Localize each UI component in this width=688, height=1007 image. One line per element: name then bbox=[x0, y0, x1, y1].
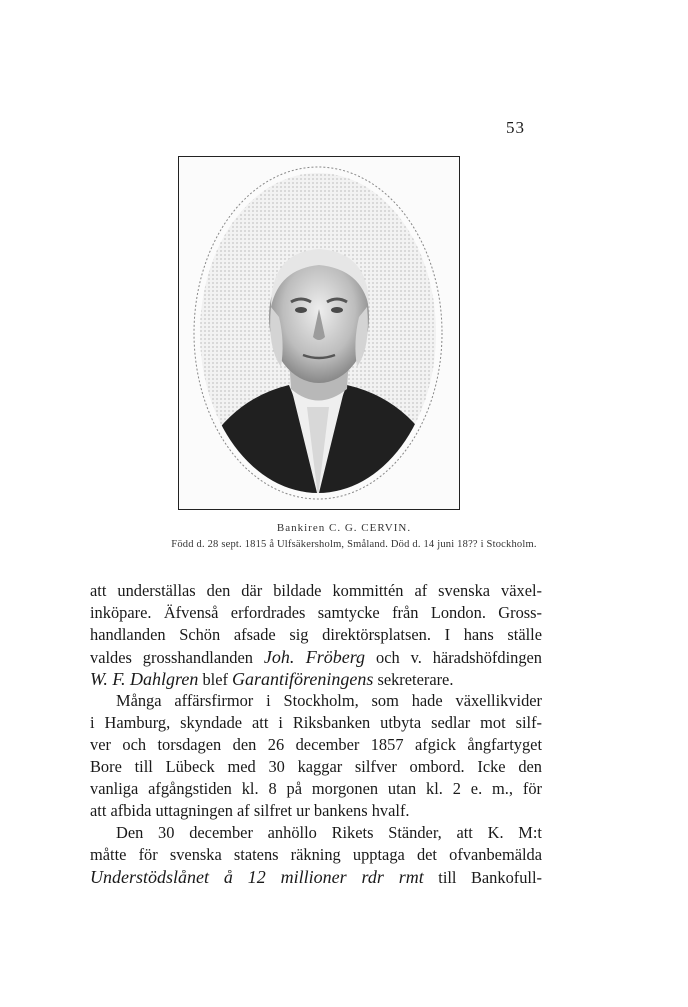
text-line bbox=[90, 800, 542, 822]
text-line bbox=[90, 602, 542, 624]
text-run: i Hamburg, skyndade att i Riksbanken utbyta sedlar mot silf- bbox=[90, 713, 542, 732]
text-run: sekreterare. bbox=[373, 670, 454, 689]
text-run: vanliga afgångstiden kl. 8 på morgonen utan kl. 2 e. m., för bbox=[90, 779, 542, 798]
portrait-frame bbox=[178, 156, 460, 510]
emphasized-text: W. F. Dahlgren bbox=[90, 669, 199, 689]
text-line bbox=[90, 866, 542, 888]
text-line bbox=[90, 624, 542, 646]
text-run: handlanden Schön afsade sig direktörsplatsen. I hans ställe bbox=[90, 625, 542, 644]
portrait-image bbox=[179, 157, 458, 508]
emphasized-text: Joh. Fröberg bbox=[263, 647, 366, 667]
text-run: inköpare. Äfvenså erfordrades samtycke från London. Gross- bbox=[90, 603, 542, 622]
text-line bbox=[90, 734, 542, 756]
text-line bbox=[90, 580, 542, 602]
text-line bbox=[90, 756, 542, 778]
text-line bbox=[90, 778, 542, 800]
portrait-caption-subtitle: Född d. 28 sept. 1815 å Ulfsäkersholm, Småland. Död d. 14 juni 18?? i Stockholm. bbox=[171, 539, 537, 550]
text-run: valdes grosshandlanden bbox=[90, 648, 264, 667]
text-line bbox=[90, 712, 542, 734]
text-line bbox=[90, 690, 542, 712]
text-line bbox=[90, 844, 542, 866]
text-run: blef bbox=[198, 670, 233, 689]
text-line bbox=[90, 646, 542, 668]
text-run: måtte för svenska statens räkning upptaga det ofvanbemälda bbox=[90, 845, 542, 864]
text-run: Den 30 december anhöllo Rikets Ständer, att K. M:t bbox=[116, 823, 542, 842]
emphasized-text: Understödslånet å 12 millioner rdr rmt bbox=[90, 867, 424, 887]
text-run: till Bankofull- bbox=[423, 868, 542, 887]
body-text bbox=[90, 580, 542, 888]
text-run: Bore till Lübeck med 30 kaggar silfver ombord. Icke den bbox=[90, 757, 542, 776]
text-run: att underställas den där bildade kommittén af svenska växel- bbox=[90, 581, 542, 600]
text-run: Många affärsfirmor i Stockholm, som hade växellikvider bbox=[116, 691, 542, 710]
text-run: ver och torsdagen den 26 december 1857 afgick ångfartyget bbox=[90, 735, 542, 754]
text-line bbox=[90, 668, 542, 690]
portrait-caption-title: Bankiren C. G. CERVIN. bbox=[276, 522, 412, 534]
text-line bbox=[90, 822, 542, 844]
emphasized-text: Garantiföreningens bbox=[232, 669, 374, 689]
text-run: och v. häradshöfdingen bbox=[365, 648, 542, 667]
text-run: att afbida uttagningen af silfret ur bankens hvalf. bbox=[90, 801, 410, 820]
page-number: 53 bbox=[506, 118, 525, 137]
